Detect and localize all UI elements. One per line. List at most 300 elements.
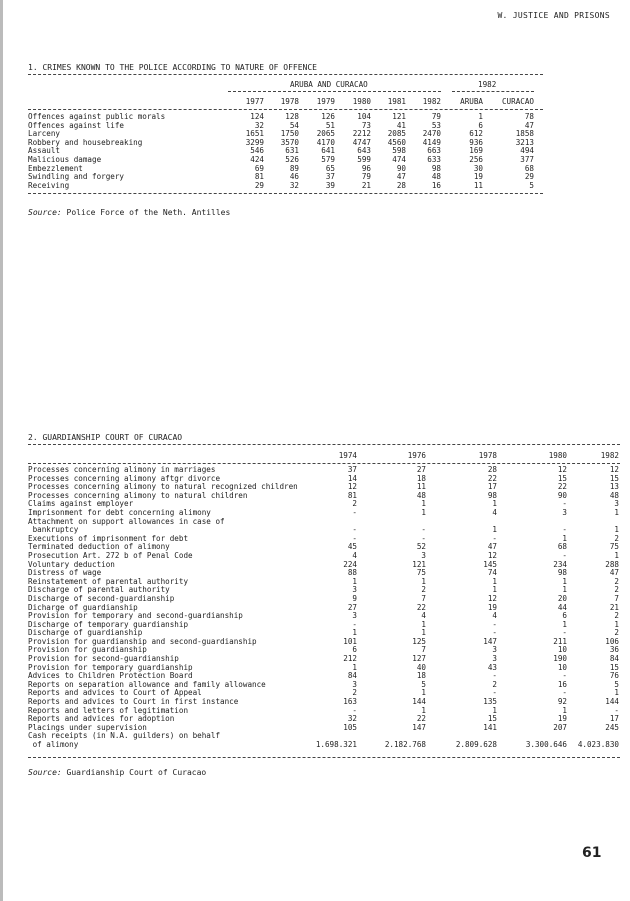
row-label: Malicious damage [28,154,102,164]
cell-value: 89 [289,163,299,173]
cell-value: 48 [416,490,426,500]
cell-value: 474 [392,154,406,164]
cell-value: 98 [487,490,497,500]
cell-value: - [562,688,567,698]
cell-value: - [562,628,567,638]
cell-value: 29 [524,172,534,182]
cell-value: 75 [416,568,426,578]
cell-value: 32 [254,120,264,130]
cell-value: 90 [396,163,406,173]
cell-value: 54 [289,120,299,130]
cell-value: 598 [392,146,406,156]
cell-value: 44 [557,602,567,612]
cell-value: 1858 [515,129,534,139]
cell-value: 29 [254,180,264,190]
cell-value: 20 [557,593,567,603]
row-label: Discharge of guardianship [28,628,143,638]
cell-value: 12 [487,593,497,603]
cell-value: 3299 [245,137,264,147]
row-label: Distress of wage [28,568,102,578]
cell-value: 53 [431,120,441,130]
column-header: 1980 [548,451,567,460]
cell-value: 212 [343,654,357,664]
cell-value: 81 [254,172,264,182]
cell-value: 1 [492,705,497,715]
cell-value: - [492,671,497,681]
cell-value: 643 [357,146,371,156]
cell-value: 2212 [352,129,371,139]
cell-value: 47 [609,568,619,578]
cell-value: 3 [492,654,497,664]
cell-value: 17 [609,714,619,724]
cell-value: 5 [529,180,534,190]
cell-value: 1 [478,112,483,121]
cell-value: 1 [352,576,357,586]
divider [28,193,543,194]
column-header: 1976 [407,451,426,460]
cell-value: 79 [431,112,441,121]
cell-value: 1 [562,533,567,543]
cell-value: 4747 [352,137,371,147]
cell-value: - [352,525,357,535]
section-header: W. JUSTICE AND PRISONS [497,11,610,20]
cell-value: 69 [254,163,264,173]
table2-title: 2. GUARDIANSHIP COURT OF CURACAO [28,433,183,442]
cell-value: 4.023.830 [577,740,619,749]
cell-value: 144 [605,697,619,707]
divider [452,91,534,92]
row-label: Provision for temporary and second-guardianship [28,611,243,621]
cell-value: 19 [473,172,483,182]
cell-value: 47 [396,172,406,182]
row-label: Larceny [28,129,61,139]
cell-value: 1 [421,628,426,638]
cell-value: 32 [347,714,357,724]
cell-value: 135 [483,697,497,707]
row-label: Reports and advices to Court of Appeal [28,688,202,698]
cell-value: 599 [357,154,371,164]
row-label: Provision for temporary guardianship [28,662,193,672]
cell-value: 1 [614,525,619,535]
cell-value: 32 [289,180,299,190]
cell-value: 145 [483,559,497,569]
cell-value: 47 [524,120,534,130]
cell-value: - [421,525,426,535]
cell-value: 4560 [387,137,406,147]
cell-value: 211 [553,636,567,646]
cell-value: 1 [421,705,426,715]
table1-title: 1. CRIMES KNOWN TO THE POLICE ACCORDING TO NATURE OF OFFENCE [28,63,317,72]
cell-value: 7 [614,593,619,603]
cell-value: 92 [557,697,567,707]
cell-value: 22 [557,482,567,492]
row-label: Reports on separation allowance and family allowance [28,679,266,689]
divider [28,463,620,464]
cell-value: 81 [347,490,357,500]
cell-value: 1 [614,550,619,560]
row-label: Discharge of temporary guardianship [28,619,189,629]
cell-value: 1 [352,628,357,638]
column-header: 1978 [478,451,497,460]
row-label: Cash receipts (in N.A. guilders) on behalf of alimony [28,731,221,749]
column-header: 1982 [422,97,441,106]
cell-value: 2 [614,628,619,638]
row-label: Imprisonment for debt concerning alimony [28,507,211,517]
cell-value: 127 [412,654,426,664]
cell-value: 494 [520,146,534,156]
cell-value: 579 [321,154,335,164]
cell-value: 3213 [515,137,534,147]
cell-value: 17 [487,482,497,492]
cell-value: 4170 [316,137,335,147]
row-label: Provision for second-guardianship [28,654,179,664]
row-label: Reinstatement of parental authority [28,576,189,586]
cell-value: 15 [487,714,497,724]
row-label: Processes concerning alimony in marriages [28,465,216,474]
row-label: Provision for guardianship [28,645,147,655]
cell-value: 141 [483,722,497,732]
cell-value: 1 [562,705,567,715]
cell-value: 128 [285,112,299,121]
row-label: Advices to Children Protection Board [28,671,193,681]
cell-value: 1 [614,619,619,629]
cell-value: 9 [352,593,357,603]
cell-value: 936 [469,137,483,147]
row-label: Reports and advices to Court in first instance [28,697,239,707]
cell-value: 84 [347,671,357,681]
cell-value: 3570 [280,137,299,147]
cell-value: 633 [427,154,441,164]
row-label: Embezzlement [28,163,83,173]
cell-value: 1 [421,507,426,517]
cell-value: 2 [614,585,619,595]
cell-value: 2.182.768 [384,740,426,749]
cell-value: 1 [562,585,567,595]
cell-value: 104 [357,112,371,121]
cell-value: 7 [421,593,426,603]
cell-value: 1 [421,688,426,698]
cell-value: 1 [492,499,497,509]
cell-value: 1 [421,619,426,629]
cell-value: 39 [325,180,335,190]
cell-value: 5 [421,679,426,689]
cell-value: - [421,533,426,543]
row-label: Provision for guardianship and second-guardianship [28,636,257,646]
cell-value: 2 [614,576,619,586]
row-label: Terminated deduction of alimony [28,542,170,552]
cell-value: 16 [431,180,441,190]
cell-value: 96 [361,163,371,173]
row-label: Processes concerning alimony to natural children [28,490,248,500]
table-row [28,173,543,182]
cell-value: 207 [553,722,567,732]
cell-value: 1 [421,576,426,586]
column-header: 1979 [316,97,335,106]
cell-value: 105 [343,722,357,732]
column-header: 1977 [245,97,264,106]
cell-value: 125 [412,636,426,646]
cell-value: 15 [609,662,619,672]
cell-value: 1 [421,499,426,509]
cell-value: 147 [412,722,426,732]
cell-value: 11 [473,180,483,190]
cell-value: 73 [361,120,371,130]
page-number: 61 [582,845,602,861]
cell-value: 16 [557,679,567,689]
cell-value: 12 [347,482,357,492]
cell-value: 98 [431,163,441,173]
cell-value: 663 [427,146,441,156]
cell-value: - [562,550,567,560]
row-label: Attachment on support allowances in case of bankruptcy [28,516,225,535]
cell-value: 1750 [280,129,299,139]
cell-value: 28 [396,180,406,190]
cell-value: 424 [250,154,264,164]
source-text: Police Force of the Neth. Antilles [66,208,231,217]
cell-value: 2085 [387,129,406,139]
cell-value: 12 [487,550,497,560]
cell-value: 4 [492,611,497,621]
divider [228,91,441,92]
cell-value: 546 [250,146,264,156]
cell-value: 2065 [316,129,335,139]
cell-value: 224 [343,559,357,569]
cell-value: 27 [416,465,426,474]
cell-value: 22 [416,714,426,724]
cell-value: 18 [416,473,426,483]
cell-value: 90 [557,490,567,500]
cell-value: 37 [347,465,357,474]
cell-value: 2 [614,533,619,543]
cell-value: 88 [347,568,357,578]
row-label: Discharge of parental authority [28,585,170,595]
cell-value: 79 [361,172,371,182]
source-text: Guardianship Court of Curacao [66,768,207,777]
table2-body [28,466,620,750]
cell-value: 6 [562,611,567,621]
row-label: Voluntary deduction [28,559,115,569]
cell-value: 98 [557,568,567,578]
cell-value: 2 [352,688,357,698]
cell-value: 147 [483,636,497,646]
cell-value: 3 [352,585,357,595]
source-label: Source: [28,208,62,217]
cell-value: 48 [431,172,441,182]
column-header: ARUBA [460,97,483,106]
cell-value: 22 [416,602,426,612]
cell-value: 1 [614,507,619,517]
cell-value: 3 [421,550,426,560]
cell-value: 526 [285,154,299,164]
table-row [28,732,620,749]
cell-value: 169 [469,146,483,156]
cell-value: 1 [562,619,567,629]
cell-value: 28 [487,465,497,474]
cell-value: 1 [492,525,497,535]
cell-value: 27 [347,602,357,612]
cell-value: 19 [557,714,567,724]
cell-value: 1 [492,576,497,586]
cell-value: 40 [416,662,426,672]
cell-value: - [352,619,357,629]
cell-value: - [562,525,567,535]
table-row [28,182,543,191]
column-header: 1974 [338,451,357,460]
cell-value: 4149 [422,137,441,147]
cell-value: 78 [524,112,534,121]
cell-value: 234 [553,559,567,569]
cell-value: 14 [347,473,357,483]
cell-value: 1.698.321 [315,740,357,749]
cell-value: 22 [487,473,497,483]
cell-value: 46 [289,172,299,182]
cell-value: 47 [487,542,497,552]
cell-value: 144 [412,697,426,707]
cell-value: - [492,619,497,629]
cell-value: - [352,533,357,543]
cell-value: 612 [469,129,483,139]
cell-value: 21 [361,180,371,190]
table-row [28,552,620,561]
cell-value: 2 [421,585,426,595]
cell-value: - [562,499,567,509]
cell-value: 10 [557,645,567,655]
cell-value: - [614,705,619,715]
table-row [28,156,543,165]
divider [28,109,543,110]
cell-value: 43 [487,662,497,672]
table1-body [28,113,543,190]
cell-value: 2 [352,499,357,509]
cell-value: - [492,688,497,698]
cell-value: 641 [321,146,335,156]
table-row [28,518,620,535]
cell-value: 126 [321,112,335,121]
table2-source [28,768,206,777]
cell-value: 12 [609,465,619,474]
row-label: Discharge of second-guardianship [28,593,175,603]
cell-value: 631 [285,146,299,156]
divider [28,757,620,758]
column-header: 1980 [352,97,371,106]
cell-value: 19 [487,602,497,612]
row-label: Receiving [28,180,70,190]
cell-value: 15 [609,473,619,483]
cell-value: 256 [469,154,483,164]
column-header: 1978 [280,97,299,106]
cell-value: 190 [553,654,567,664]
cell-value: 121 [412,559,426,569]
cell-value: 30 [473,163,483,173]
cell-value: 4 [492,507,497,517]
row-label: Assault [28,146,61,156]
cell-value: 68 [524,163,534,173]
row-label: Swindling and forgery [28,172,125,182]
cell-value: - [562,671,567,681]
table1-group-1982: 1982 [478,80,497,89]
cell-value: 36 [609,645,619,655]
cell-value: 1 [492,585,497,595]
cell-value: 3 [352,611,357,621]
cell-value: 124 [250,112,264,121]
cell-value: 65 [325,163,335,173]
divider [28,74,543,75]
cell-value: 84 [609,654,619,664]
cell-value: 2 [614,611,619,621]
cell-value: 13 [609,482,619,492]
cell-value: 6 [478,120,483,130]
cell-value: 1651 [245,129,264,139]
cell-value: 2.809.628 [455,740,497,749]
row-label: Offences against public morals [28,112,166,121]
cell-value: 2 [492,679,497,689]
cell-value: 41 [396,120,406,130]
cell-value: 52 [416,542,426,552]
cell-value: 106 [605,636,619,646]
cell-value: 3 [492,645,497,655]
cell-value: 15 [557,473,567,483]
row-label: Executions of imprisonment for debt [28,533,189,543]
divider [28,444,620,445]
cell-value: 10 [557,662,567,672]
cell-value: 68 [557,542,567,552]
row-label: Offences against life [28,120,125,130]
cell-value: 288 [605,559,619,569]
source-label: Source: [28,768,62,777]
cell-value: 3 [562,507,567,517]
cell-value: 1 [614,688,619,698]
cell-value: 11 [416,482,426,492]
cell-value: 37 [325,172,335,182]
cell-value: 1 [352,662,357,672]
cell-value: 2470 [422,129,441,139]
cell-value: 245 [605,722,619,732]
cell-value: 1 [562,576,567,586]
cell-value: - [352,507,357,517]
row-label: Reports and letters of legitimation [28,705,189,715]
cell-value: 377 [520,154,534,164]
row-label: Robbery and housebreaking [28,137,143,147]
cell-value: 4 [421,611,426,621]
row-label: Dicharge of guardianship [28,602,138,612]
cell-value: 121 [392,112,406,121]
cell-value: 75 [609,542,619,552]
column-header: CURACAO [501,97,534,106]
cell-value: 4 [352,550,357,560]
cell-value: 18 [416,671,426,681]
row-label: Prosecution Art. 272 b of Penal Code [28,550,193,560]
cell-value: 51 [325,120,335,130]
cell-value: 3.300.646 [525,740,567,749]
cell-value: 3 [352,679,357,689]
cell-value: 101 [343,636,357,646]
row-label: Processes concerning alimony aftgr divorce [28,473,221,483]
table1-source [28,208,230,217]
cell-value: - [492,628,497,638]
cell-value: 163 [343,697,357,707]
cell-value: 45 [347,542,357,552]
cell-value: 5 [614,679,619,689]
column-header: 1982 [600,451,619,460]
cell-value: 3 [614,499,619,509]
row-label: Processes concerning alimony to natural recognized children [28,482,298,492]
cell-value: 21 [609,602,619,612]
row-label: Placings under supervision [28,722,147,732]
cell-value: - [492,533,497,543]
table1-group-aruba-curacao: ARUBA AND CURACAO [290,80,368,89]
table-row [28,561,620,570]
cell-value: - [352,705,357,715]
